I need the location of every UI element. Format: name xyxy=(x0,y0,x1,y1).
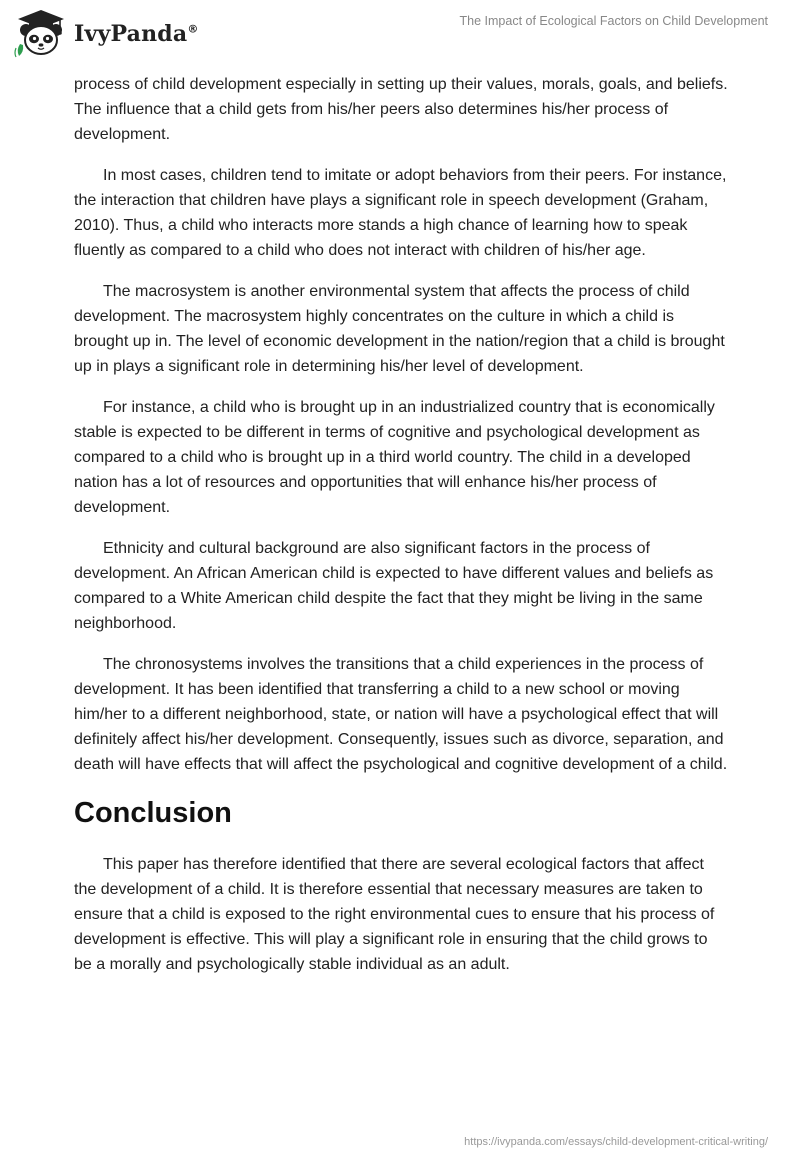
paragraph: Ethnicity and cultural background are also significant factors in the process of development. An African American child is expected to have different values and beliefs as compared to a White American child despite the fact that they might be living in the same neighborhood. xyxy=(74,540,714,632)
paragraph: In most cases, children tend to imitate or adopt behaviors from their peers. For instance, the interaction that children have plays a significant role in speech development (Graham, 2010). Thus, a child who interacts more stands a high chance of learning how to speak fluently as compared to a child who does not interact with children of his/her age. xyxy=(74,167,727,259)
paragraph: For instance, a child who is brought up in an industrialized country that is economically stable is expected to be different in terms of cognitive and psychological development as compared to a child who is brought up in a third world country. The child in a developed nation has a lot of resources and opportunities that will enhance his/her process of development. xyxy=(74,399,715,516)
document-title: The Impact of Ecological Factors on Child Development xyxy=(459,14,768,28)
logo-registered-mark: ® xyxy=(187,22,199,36)
conclusion-heading: Conclusion xyxy=(74,797,232,829)
paragraph: The macrosystem is another environmental system that affects the process of child development. The macrosystem highly concentrates on the culture in which a child is brought up in. The level of economic development in the nation/region that a child is brought up in plays a significant role in determining his/her level of development. xyxy=(74,283,725,375)
panda-graduate-icon xyxy=(14,8,68,58)
logo-wordmark xyxy=(74,21,199,47)
essay-content xyxy=(74,72,729,993)
logo-text: IvyPanda xyxy=(74,21,188,47)
conclusion-paragraph: This paper has therefore identified that there are several ecological factors that affect the development of a child. It is therefore essential that necessary measures are taken to ensure that a child is exposed to the right environmental cues to ensure that his process of development is effective. This will play a significant role in ensuring that the child grows to be a morally and psychologically stable individual as an adult. xyxy=(74,856,715,973)
source-url[interactable]: https://ivypanda.com/essays/child-development-critical-writing/ xyxy=(464,1136,768,1148)
paragraph-continued: process of child development especially in setting up their values, morals, goals, and beliefs. The influence that a child gets from his/her peers also determines his/her process of development. xyxy=(74,76,728,143)
paragraph: The chronosystems involves the transitions that a child experiences in the process of development. It has been identified that transferring a child to a new school or moving him/her to a different neighborhood, state, or nation will have a psychological effect that will definitely affect his/her development. Consequently, issues such as divorce, separation, and death will have effects that will affect the psychological and cognitive development of a child. xyxy=(74,656,728,773)
ivypanda-logo[interactable] xyxy=(14,8,199,58)
page-header xyxy=(0,0,800,70)
